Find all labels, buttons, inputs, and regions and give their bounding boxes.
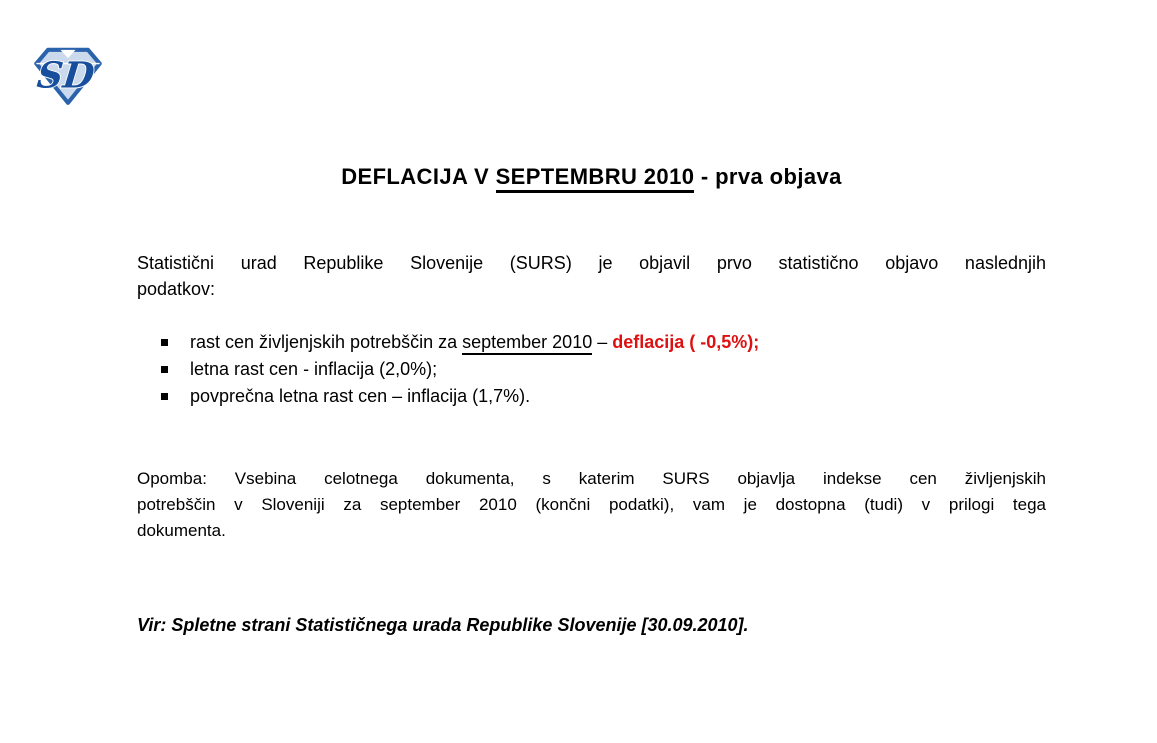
item2-text: letna rast cen - inflacija (2,0%); [190,359,438,379]
item1-underlined: september 2010 [462,332,592,355]
intro-line-1: Statistični urad Republike Slovenije (SURS) je objavil prvo statistično objavo naslednjih [137,253,1046,273]
item1-dash: – [592,332,613,352]
list-item-cpi-september [137,329,1046,356]
title-suffix: - prva objava [694,164,842,189]
item1-deflation-highlight: deflacija ( -0,5%); [612,332,760,352]
source-line: Vir: Spletne strani Statističnega urada Republike Slovenije [30.09.2010]. [137,615,749,635]
sd-logo-graphic [33,45,103,107]
note-line-2: potrebščin v Sloveniji za september 2010 (končni podatki), vam je dostopna (tudi) v prilogi tega [137,495,1046,514]
item3-text: povprečna letna rast cen – inflacija (1,7%). [190,386,531,406]
item1-text: rast cen življenjskih potrebščin za [190,332,463,352]
list-item-average-annual-inflation [137,383,1046,410]
note-line-3: dokumenta. [137,521,226,540]
square-bullet-icon [161,339,168,346]
sd-diamond-logo [33,45,103,107]
square-bullet-icon [161,393,168,400]
title-underlined-part: SEPTEMBRU 2010 [496,164,695,193]
document-title [124,164,1059,190]
intro-paragraph [137,250,1046,302]
intro-line-2: podatkov: [137,279,216,299]
key-figures-list [137,329,1046,410]
logo-letters: SD [35,54,97,97]
note-paragraph [137,466,1046,544]
list-item-annual-inflation [137,356,1046,383]
square-bullet-icon [161,366,168,373]
title-prefix: DEFLACIJA V [341,164,496,189]
note-line-1: Opomba: Vsebina celotnega dokumenta, s katerim SURS objavlja indekse cen življenjskih [137,469,1046,488]
